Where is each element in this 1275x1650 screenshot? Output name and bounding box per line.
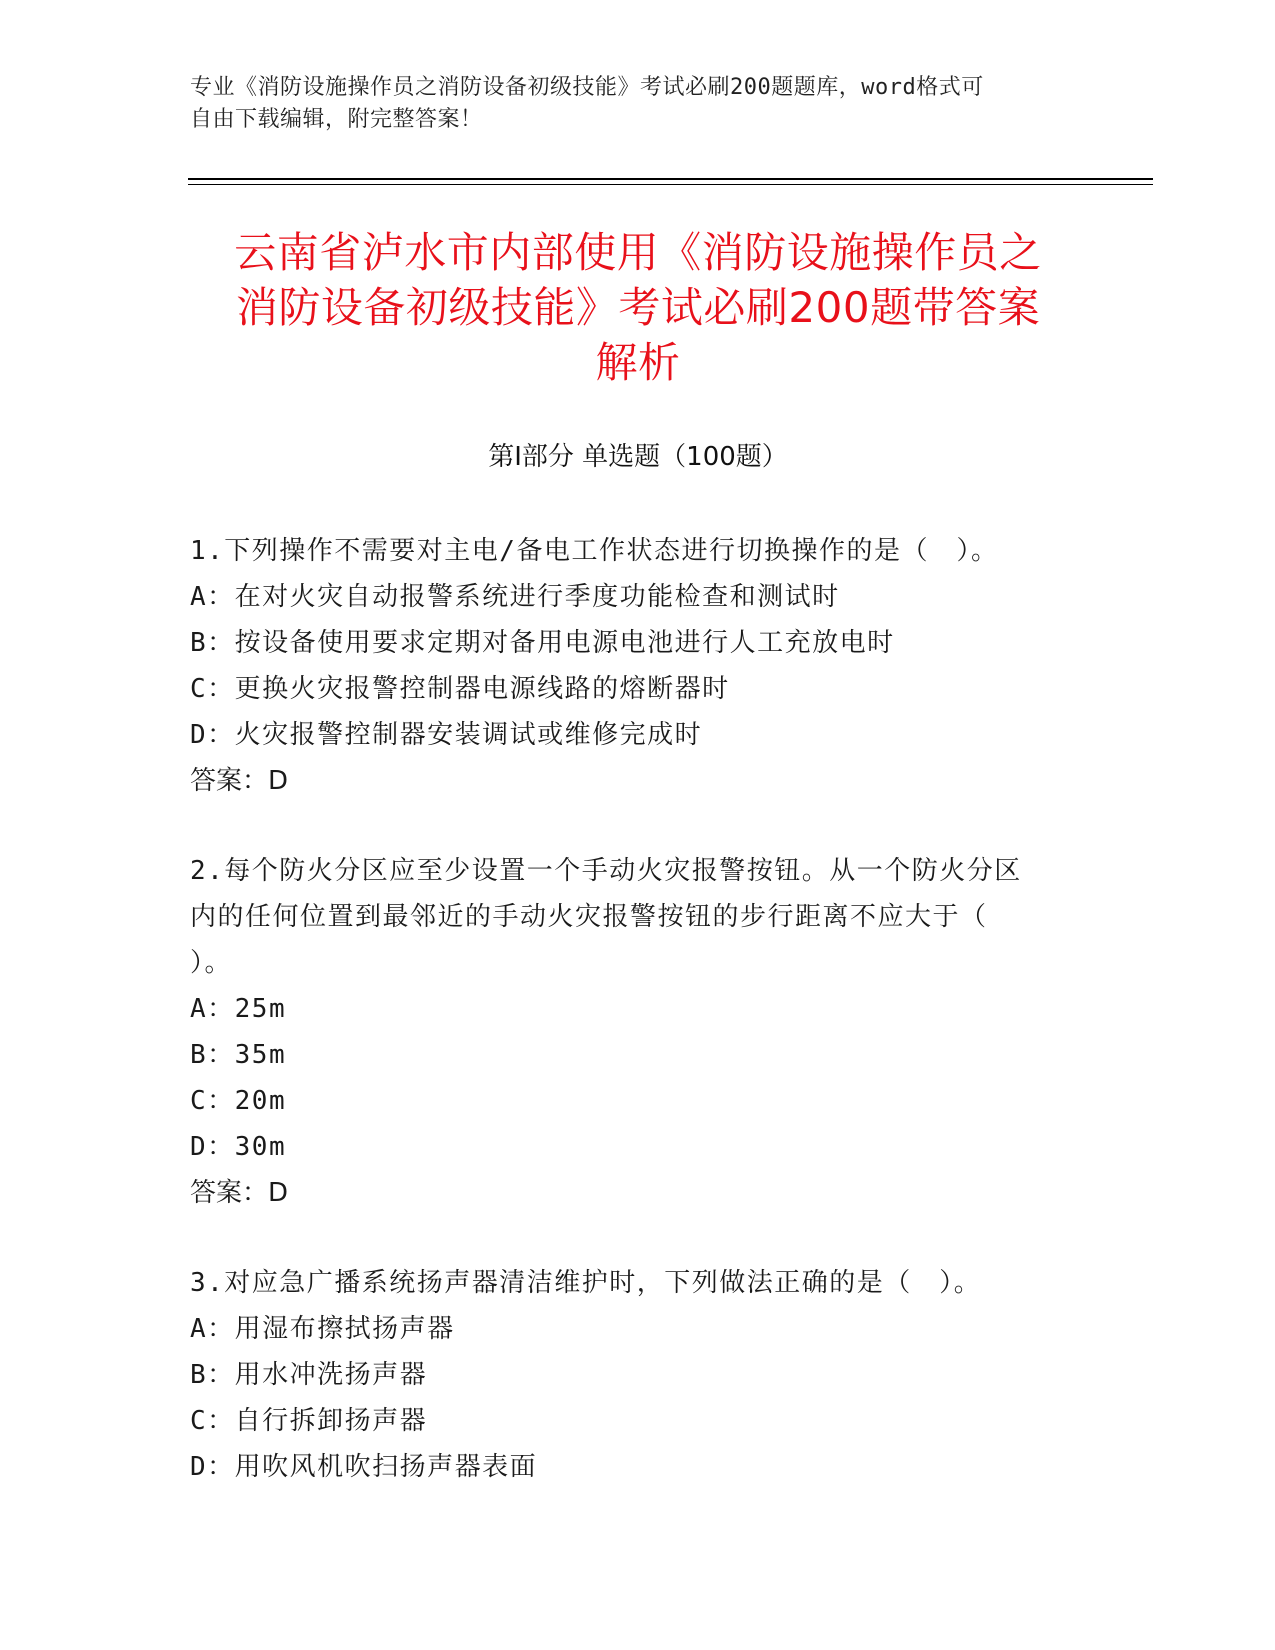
question-3 — [190, 1260, 1070, 1490]
question-stem-line-2: 内的任何位置到最邻近的手动火灾报警按钮的步行距离不应大于（ — [190, 902, 988, 932]
header-divider-thick — [188, 178, 1153, 180]
title-line-3: 解析 — [595, 338, 681, 387]
option-c: C：更换火灾报警控制器电源线路的熔断器时 — [190, 674, 730, 704]
option-d: D：火灾报警控制器安装调试或维修完成时 — [190, 720, 703, 750]
option-a: A：用湿布擦拭扬声器 — [190, 1314, 455, 1344]
header-note-line-2: 自由下载编辑，附完整答案！ — [190, 107, 483, 132]
option-b: B：按设备使用要求定期对备用电源电池进行人工充放电时 — [190, 628, 895, 658]
question-stem: 3.对应急广播系统扬声器清洁维护时，下列做法正确的是（ ）。 — [190, 1268, 982, 1298]
section-heading: 第Ⅰ部分 单选题（100题） — [488, 442, 788, 472]
header-divider-thin — [188, 184, 1153, 185]
title-line-2: 消防设备初级技能》考试必刷200题带答案 — [235, 283, 1041, 332]
question-stem-line-3: ）。 — [190, 948, 233, 978]
question-list — [190, 528, 1070, 1534]
option-a: A：25m — [190, 994, 287, 1024]
header-note-line-1: 专业《消防设施操作员之消防设备初级技能》考试必刷200题题库，word格式可 — [190, 75, 984, 100]
title-line-1: 云南省泸水市内部使用《消防设施操作员之 — [234, 228, 1042, 277]
question-1 — [190, 528, 1070, 804]
option-c: C：20m — [190, 1086, 287, 1116]
question-stem: 1.下列操作不需要对主电/备电工作状态进行切换操作的是（ ）。 — [190, 536, 999, 566]
option-a: A：在对火灾自动报警系统进行季度功能检查和测试时 — [190, 582, 840, 612]
option-d: D：30m — [190, 1132, 287, 1162]
document-title — [188, 225, 1088, 390]
document-header-note — [190, 72, 1090, 136]
question-stem-line-1: 2.每个防火分区应至少设置一个手动火灾报警按钮。从一个防火分区 — [190, 856, 1022, 886]
option-b: B：用水冲洗扬声器 — [190, 1360, 428, 1390]
option-c: C：自行拆卸扬声器 — [190, 1406, 428, 1436]
option-b: B：35m — [190, 1040, 287, 1070]
answer: 答案：D — [190, 766, 289, 796]
option-d: D：用吹风机吹扫扬声器表面 — [190, 1452, 538, 1482]
question-2 — [190, 848, 1070, 1216]
answer: 答案：D — [190, 1178, 289, 1208]
